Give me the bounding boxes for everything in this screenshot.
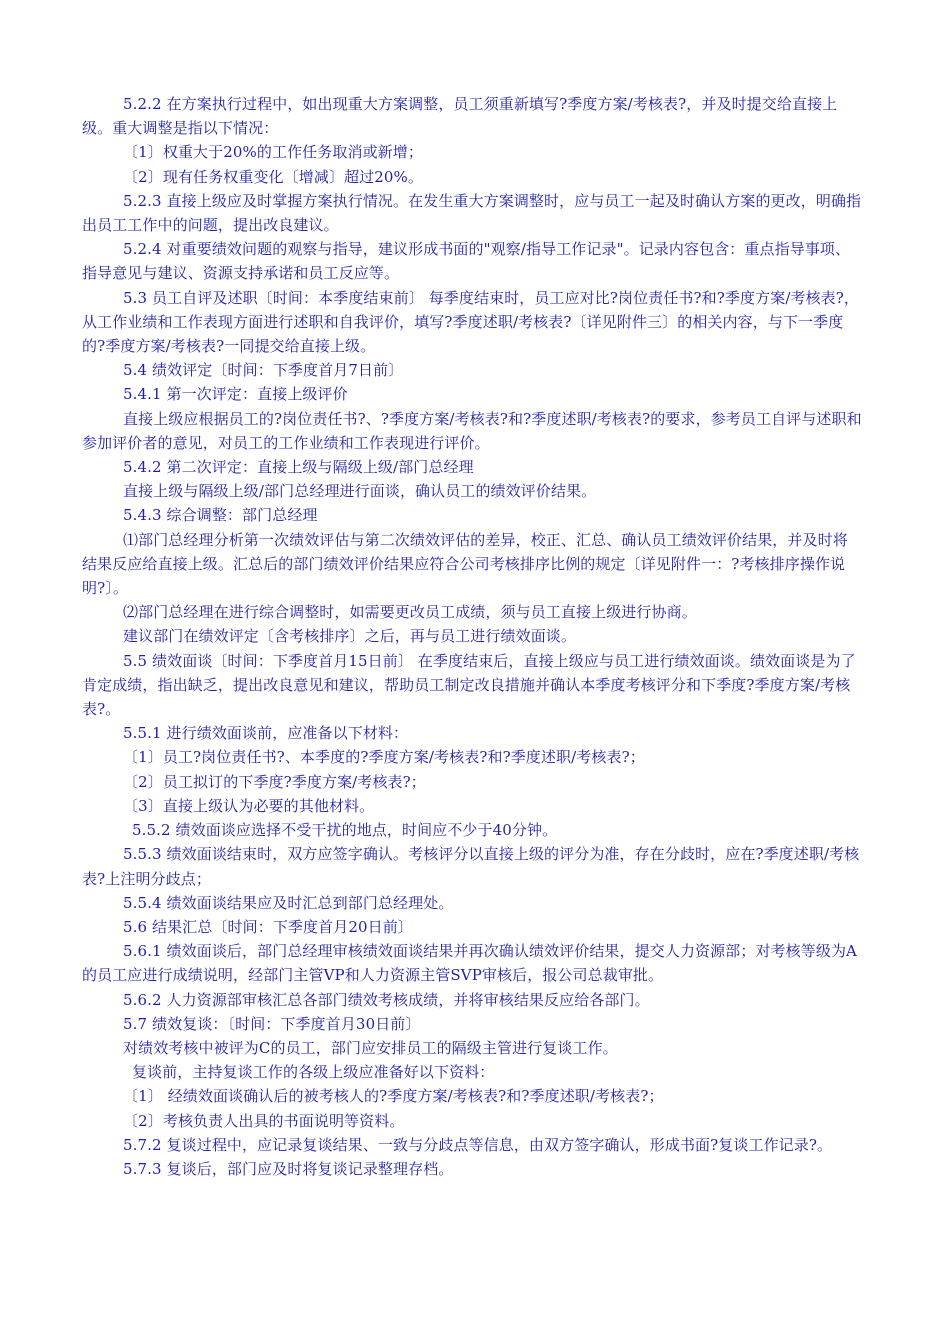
paragraph: 5.5 绩效面谈〔时间：下季度首月15日前〕 在季度结束后，直接上级应与员工进行绩效面谈。绩效面谈是为了肯定成绩，指出缺乏，提出改良意见和建议，帮助员工制定改良措施并确认本季度考核评分和下季度?季度方案/考核表?。 (82, 651, 856, 719)
paragraph: 5.2.4 对重要绩效问题的观察与指导，建议形成书面的"观察/指导工作记录"。记录内容包含：重点指导事项、指导意见与建议、资源支持承诺和员工反应等。 (82, 240, 851, 283)
paragraph: 对绩效考核中被评为C的员工，部门应安排员工的隔级主管进行复谈工作。 (123, 1038, 618, 1057)
paragraph: 直接上级与隔级上级/部门总经理进行面谈，确认员工的绩效评价结果。 (123, 482, 597, 501)
paragraph: 〔1〕 经绩效面谈确认后的被考核人的?季度方案/考核表?和?季度述职/考核表?； (123, 1087, 664, 1106)
paragraph: 5.5.1 进行绩效面谈前，应准备以下材料： (123, 724, 409, 743)
paragraph: 5.7.3 复谈后，部门应及时将复谈记录整理存档。 (123, 1159, 454, 1178)
paragraph: 5.5.4 绩效面谈结果应及时汇总到部门总经理处。 (123, 893, 454, 912)
paragraph: 5.4 绩效评定〔时间：下季度首月7日前〕 (123, 361, 404, 380)
paragraph: 5.6.2 人力资源部审核汇总各部门绩效考核成绩，并将审核结果反应给各部门。 (123, 990, 650, 1009)
paragraph: 5.7 绩效复谈：〔时间：下季度首月30日前〕 (123, 1014, 421, 1033)
paragraph: 5.4.1 第一次评定：直接上级评价 (123, 385, 348, 404)
paragraph: 〔3〕直接上级认为必要的其他材料。 (123, 796, 375, 815)
paragraph: 直接上级应根据员工的?岗位责任书?、?季度方案/考核表?和?季度述职/考核表?的要求，参考员工自评与述职和参加评价者的意见，对员工的工作业绩和工作表现进行评价。 (82, 409, 862, 452)
paragraph: 〔2〕考核负责人出具的书面说明等资料。 (123, 1111, 405, 1130)
paragraph: 5.5.2 绩效面谈应选择不受干扰的地点，时间应不少于40分钟。 (132, 821, 558, 840)
paragraph: 5.3 员工自评及述职〔时间：本季度结束前〕 每季度结束时，员工应对比?岗位责任书?和?季度方案/考核表?，从工作业绩和工作表现方面进行述职和自我评价，填写?季度述职/考核表?〔详见附件三〕的相关内容，与下一季度的?季度方案/考核表?一同提交给直接上级。 (82, 288, 860, 356)
paragraph: 5.7.2 复谈过程中，应记录复谈结果、一致与分歧点等信息，由双方签字确认，形成书面?复谈工作记录?。 (123, 1135, 833, 1154)
paragraph: 〔2〕员工拟订的下季度?季度方案/考核表?； (123, 772, 426, 791)
paragraph: 〔1〕员工?岗位责任书?、本季度的?季度方案/考核表?和?季度述职/考核表?； (123, 748, 645, 767)
paragraph: 5.4.2 第二次评定：直接上级与隔级上级/部门总经理 (123, 458, 474, 477)
paragraph: 5.6.1 绩效面谈后，部门总经理审核绩效面谈结果并再次确认绩效评价结果，提交人力资源部；对考核等级为A的员工应进行成绩说明，经部门主管VP和人力资源主管SVP审核后，报公司总裁审批。 (82, 942, 857, 985)
paragraph: ⑴部门总经理分析第一次绩效评估与第二次绩效评估的差异，校正、汇总、确认员工绩效评价结果，并及时将结果反应给直接上级。汇总后的部门绩效评价结果应符合公司考核排序比例的规定〔详见附件一：?考核排序操作说明?〕。 (82, 530, 848, 598)
document-body (82, 92, 862, 1181)
paragraph: 5.5.3 绩效面谈结束时，双方应签字确认。考核评分以直接上级的评分为准，存在分歧时，应在?季度述职/考核表?上注明分歧点； (82, 845, 860, 888)
paragraph: 〔1〕权重大于20%的工作任务取消或新增； (123, 143, 423, 162)
paragraph: 5.2.3 直接上级应及时掌握方案执行情况。在发生重大方案调整时，应与员工一起及时确认方案的更改，明确指出员工工作中的问题，提出改良建议。 (82, 191, 862, 235)
paragraph: 〔2〕现有任务权重变化〔增减〕超过20%。 (123, 167, 423, 186)
paragraph: 5.2.2 在方案执行过程中，如出现重大方案调整，员工须重新填写?季度方案/考核表?，并及时提交给直接上级。重大调整是指以下情况： (82, 95, 838, 138)
paragraph: 复谈前，主持复谈工作的各级上级应准备好以下资料： (132, 1063, 495, 1082)
paragraph: 5.6 结果汇总〔时间：下季度首月20日前〕 (123, 917, 413, 936)
paragraph: 建议部门在绩效评定〔含考核排序〕之后，再与员工进行绩效面谈。 (123, 627, 577, 646)
paragraph: 5.4.3 综合调整：部门总经理 (123, 506, 318, 525)
paragraph: ⑵部门总经理在进行综合调整时，如需要更改员工成绩，须与员工直接上级进行协商。 (123, 603, 697, 622)
